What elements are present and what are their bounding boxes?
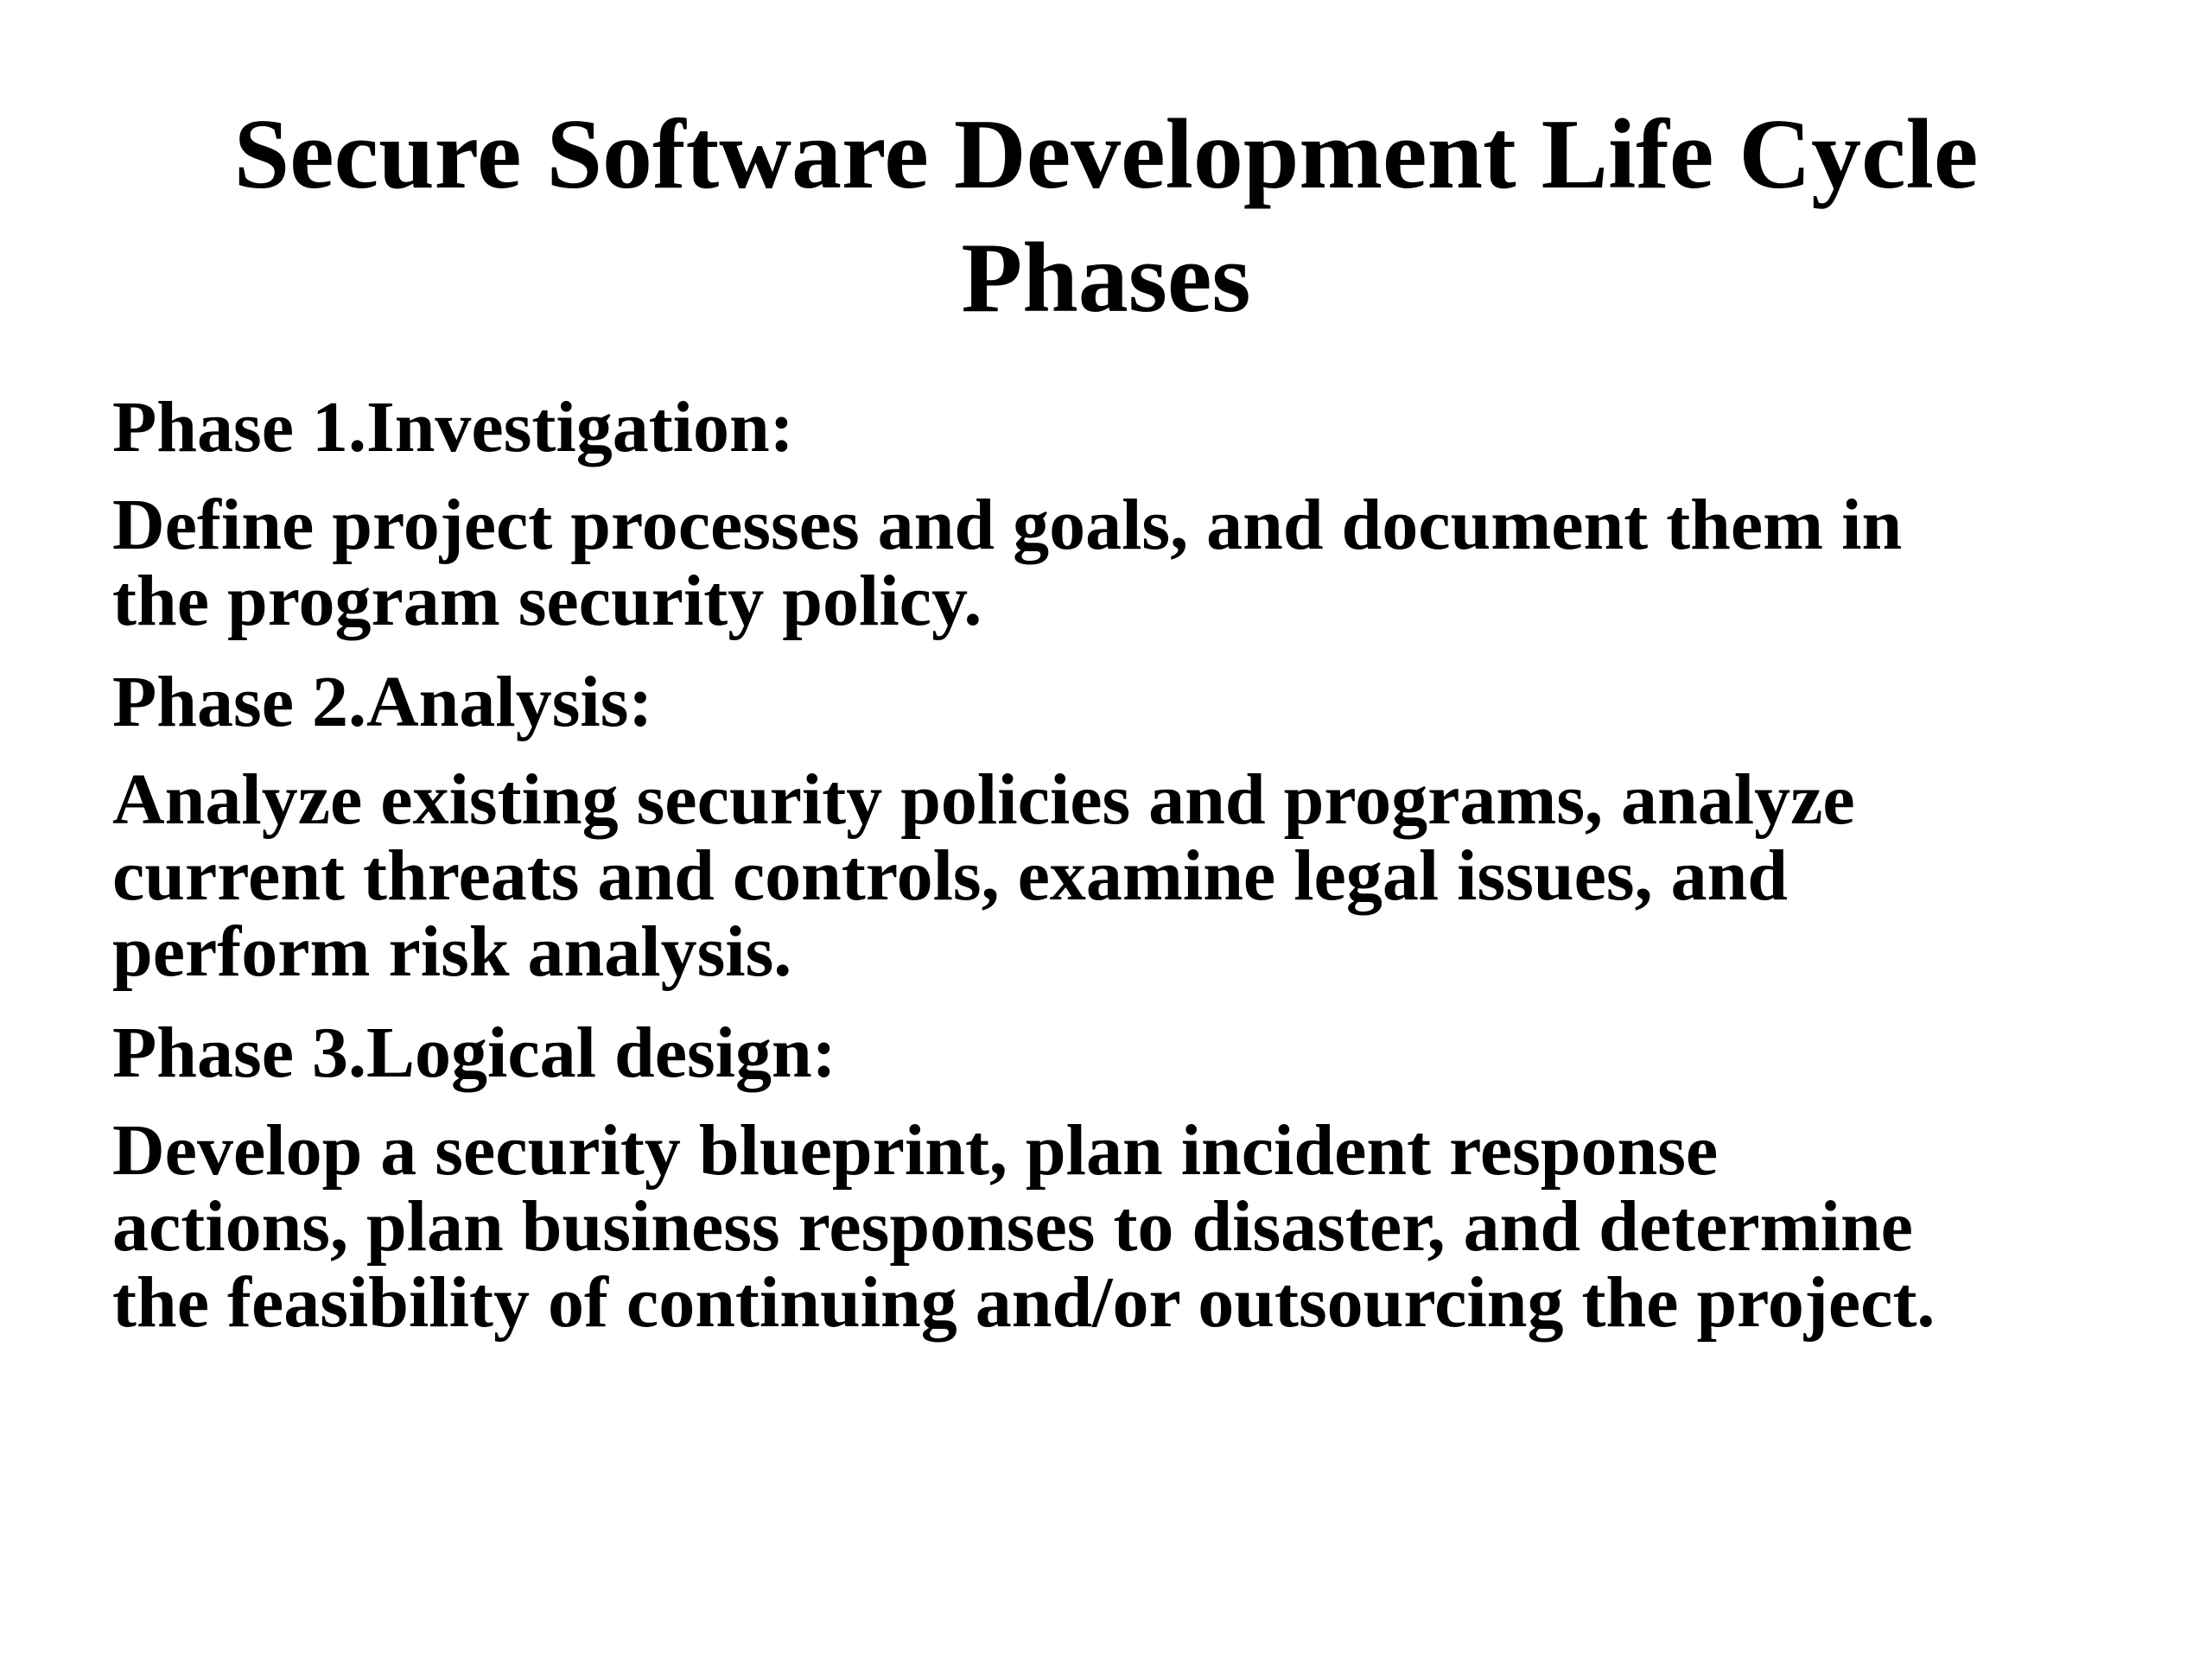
phase-2-heading: Phase 2.Analysis: [112,662,653,742]
phase-1-heading: Phase 1.Investigation: [112,387,794,467]
phase-2-description-line: perform risk analysis. [112,912,792,992]
phase-3-description [112,1101,2169,1341]
slide-title-line-2: Phases [961,223,1251,334]
phase-3-heading: Phase 3.Logical design: [112,1013,836,1093]
phase-3-description-line: Develop a security blueprint, plan incident response [112,1110,1719,1191]
phase-2-description-line: current threats and controls, examine legal issues, and [112,835,1789,916]
phase-1-description-line: Define project processes and goals, and document them in [112,485,1903,565]
phase-3-description-line: the feasibility of continuing and/or outsourcing the project. [112,1262,1936,1343]
slide-content [112,373,2169,1350]
slide-title [156,93,2056,340]
phase-1-description [112,475,2169,639]
phase-1-description-line: the program security policy. [112,561,982,641]
phase-2-description-line: Analyze existing security policies and programs, analyze [112,759,1855,840]
phase-3-description-line: actions, plan business responses to disaster, and determine [112,1186,1913,1267]
phase-2-description [112,750,2169,990]
slide-title-line-1: Secure Software Development Life Cycle [233,99,1979,210]
